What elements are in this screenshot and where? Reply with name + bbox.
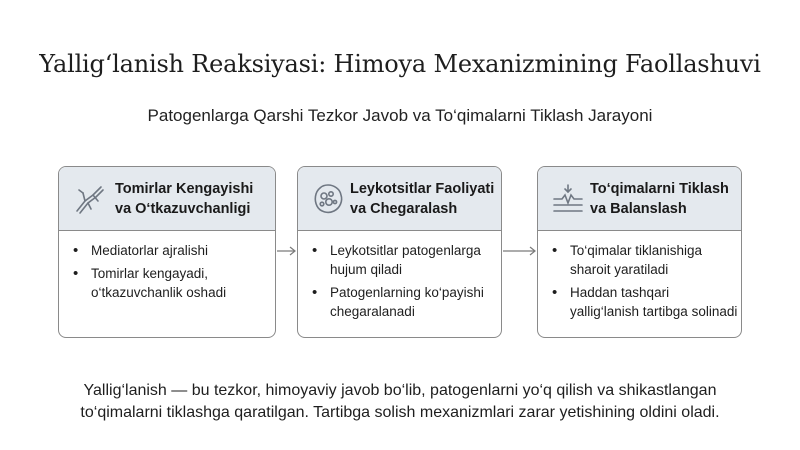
diagram-title: Yallig‘lanish Reaksiyasi: Himoya Mexanizmining Faollashuvi	[39, 50, 761, 78]
flow-arrow-2	[503, 244, 537, 258]
bullet-item: • Leykotsitlar patogenlarga hujum qiladi	[312, 241, 489, 279]
card-bullets	[298, 231, 501, 321]
card-bullets	[538, 231, 741, 321]
stage-card-repair	[537, 166, 742, 338]
stage-card-leukocytes	[297, 166, 502, 338]
bullet-item: • Tomirlar kengayadi, o‘tkazuvchanlik oshadi	[73, 264, 263, 302]
card-title: To‘qimalarni Tiklash va Balanslash	[590, 181, 729, 217]
flow-arrow-1	[277, 244, 297, 258]
bullet-item: • To‘qimalar tiklanishiga sharoit yaratiladi	[552, 241, 729, 279]
stage-card-vessels	[58, 166, 276, 338]
card-header	[538, 167, 741, 231]
leukocyte-cell-icon	[310, 181, 346, 217]
card-header	[298, 167, 501, 231]
card-title: Leykotsitlar Faoliyati va Chegaralash	[350, 181, 495, 217]
bullet-item: • Haddan tashqari yallig‘lanish tartibga solinadi	[552, 283, 729, 321]
card-bullets	[59, 231, 275, 302]
blood-vessel-icon	[71, 181, 107, 217]
card-header	[59, 167, 275, 231]
diagram-subtitle: Patogenlarga Qarshi Tezkor Javob va To‘qimalarni Tiklash Jarayoni	[147, 106, 653, 125]
summary-caption: Yallig‘lanish — bu tezkor, himoyaviy javob bo‘lib, patogenlarni yo‘q qilish va shikastlangan to‘qimalarni tiklashga qaratilgan. Tartibga solish mexanizmlari zarar yetishining oldini oladi.	[80, 382, 720, 421]
bullet-item: • Mediatorlar ajralishi	[73, 241, 263, 260]
bullet-item: • Patogenlarning ko‘payishi chegaralanadi	[312, 283, 489, 321]
tissue-repair-icon	[550, 181, 586, 217]
card-title: Tomirlar Kengayishi va O‘tkazuvchanligi	[115, 181, 254, 217]
